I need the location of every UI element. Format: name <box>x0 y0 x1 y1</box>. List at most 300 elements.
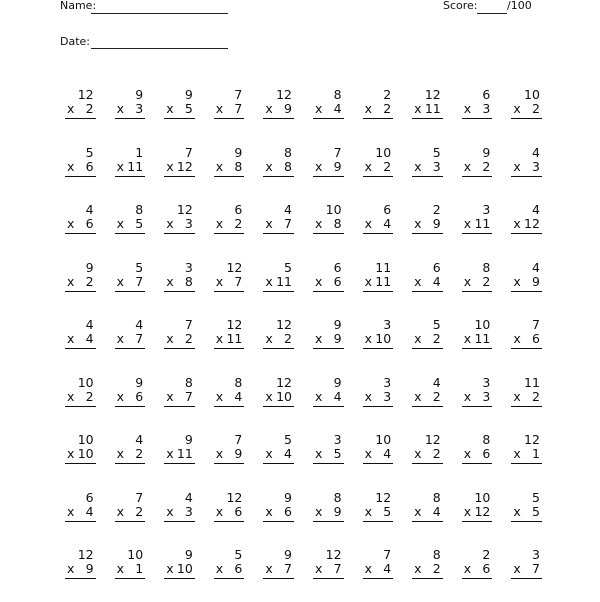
answer-line <box>511 176 542 177</box>
answer-line <box>65 291 96 292</box>
times-sign: x <box>513 446 521 461</box>
answer-line <box>313 406 344 407</box>
answer-line <box>214 578 245 579</box>
answer-line <box>115 406 146 407</box>
problem-row <box>52 84 548 142</box>
problem[interactable] <box>102 314 152 372</box>
multiplier: 4 <box>284 446 292 461</box>
multiplicand: 3 <box>383 374 392 390</box>
times-sign: x <box>364 503 372 519</box>
problem[interactable] <box>498 142 548 200</box>
times-sign: x <box>67 388 75 404</box>
times-sign: x <box>314 216 323 231</box>
multiplicand: 9 <box>85 259 94 275</box>
multiplier: 9 <box>284 101 292 116</box>
problem[interactable] <box>151 429 201 487</box>
multiplicand: 8 <box>234 374 243 390</box>
times-sign: x <box>463 503 472 519</box>
problem[interactable] <box>151 544 201 602</box>
multiplicand: 12 <box>226 489 243 505</box>
multiplier: 2 <box>85 388 94 404</box>
problem[interactable] <box>350 84 400 142</box>
problem[interactable] <box>449 142 499 200</box>
times-sign: x <box>314 101 323 116</box>
times-sign: x <box>265 158 273 174</box>
multiplier: 4 <box>383 561 392 576</box>
problem[interactable] <box>250 314 300 372</box>
problem[interactable] <box>52 372 102 430</box>
multiplicand: 7 <box>234 87 243 102</box>
problem[interactable] <box>52 487 102 545</box>
multiplier: 7 <box>135 331 144 346</box>
answer-line <box>214 118 245 119</box>
problem[interactable] <box>151 257 201 315</box>
multiplier: 6 <box>234 561 243 576</box>
problem[interactable] <box>250 372 300 430</box>
multiplier: 7 <box>184 388 193 404</box>
name-field[interactable] <box>91 13 228 14</box>
problem[interactable] <box>151 142 201 200</box>
problem[interactable] <box>350 487 400 545</box>
times-sign: x <box>265 503 273 519</box>
answer-line <box>115 291 146 292</box>
answer-line <box>263 233 294 234</box>
multiplicand: 8 <box>482 432 491 447</box>
problem[interactable] <box>449 257 499 315</box>
answer-line <box>263 176 294 177</box>
answer-line <box>462 176 493 177</box>
problem[interactable] <box>102 257 152 315</box>
problem[interactable] <box>350 372 400 430</box>
times-sign: x <box>314 331 323 346</box>
problem[interactable] <box>300 544 350 602</box>
problem[interactable] <box>399 372 449 430</box>
multiplier: 9 <box>333 331 342 346</box>
multiplicand: 10 <box>375 144 392 160</box>
answer-line <box>115 521 146 522</box>
answer-line <box>263 291 294 292</box>
problem[interactable] <box>52 142 102 200</box>
problem[interactable] <box>300 199 350 257</box>
answer-line <box>363 463 394 464</box>
answer-line <box>214 463 245 464</box>
times-sign: x <box>364 446 372 461</box>
times-sign: x <box>513 561 521 576</box>
times-sign: x <box>166 158 174 174</box>
multiplicand: 6 <box>333 259 342 275</box>
times-sign: x <box>215 101 224 116</box>
multiplicand: 12 <box>176 202 193 217</box>
answer-line <box>65 578 96 579</box>
times-sign: x <box>314 503 323 519</box>
problem[interactable] <box>102 487 152 545</box>
problem[interactable] <box>52 257 102 315</box>
multiplicand: 4 <box>85 202 94 217</box>
problem-row <box>52 429 548 487</box>
answer-line <box>214 233 245 234</box>
answer-line <box>115 348 146 349</box>
problem[interactable] <box>449 372 499 430</box>
multiplicand: 6 <box>85 489 94 505</box>
problem[interactable] <box>300 314 350 372</box>
times-sign: x <box>513 388 521 404</box>
multiplier: 2 <box>85 273 94 289</box>
multiplier: 12 <box>524 216 540 231</box>
multiplier: 3 <box>531 158 540 174</box>
times-sign: x <box>265 561 273 576</box>
answer-line <box>65 463 96 464</box>
multiplier: 11 <box>176 446 193 461</box>
multiplicand: 10 <box>474 489 491 505</box>
times-sign: x <box>463 216 472 231</box>
problem[interactable] <box>498 314 548 372</box>
multiplier: 2 <box>531 101 540 116</box>
times-sign: x <box>463 331 472 346</box>
answer-line <box>412 463 443 464</box>
answer-line <box>511 406 542 407</box>
score-label: Score: <box>443 0 478 12</box>
problem[interactable] <box>52 429 102 487</box>
multiplicand: 12 <box>276 374 292 390</box>
problem[interactable] <box>498 487 548 545</box>
answer-line <box>462 118 493 119</box>
answer-line <box>511 578 542 579</box>
times-sign: x <box>314 273 323 289</box>
problem[interactable] <box>151 84 201 142</box>
answer-line <box>363 118 394 119</box>
problem[interactable] <box>151 372 201 430</box>
times-sign: x <box>314 446 323 461</box>
times-sign: x <box>414 101 422 116</box>
multiplicand: 10 <box>77 374 94 390</box>
multiplicand: 4 <box>531 144 540 160</box>
problem[interactable] <box>300 372 350 430</box>
score-field[interactable] <box>477 13 507 14</box>
times-sign: x <box>513 101 521 116</box>
problem[interactable] <box>52 84 102 142</box>
multiplier: 2 <box>383 158 392 174</box>
problem[interactable] <box>201 314 251 372</box>
multiplicand: 9 <box>135 87 144 102</box>
times-sign: x <box>513 331 521 346</box>
times-sign: x <box>265 388 273 404</box>
problem[interactable] <box>449 314 499 372</box>
problem[interactable] <box>201 199 251 257</box>
multiplicand: 5 <box>234 547 243 562</box>
times-sign: x <box>513 216 521 231</box>
problem[interactable] <box>250 142 300 200</box>
multiplier: 7 <box>284 561 292 576</box>
problem[interactable] <box>201 544 251 602</box>
multiplicand: 3 <box>531 547 540 562</box>
times-sign: x <box>116 216 124 231</box>
multiplicand: 7 <box>383 547 392 562</box>
times-sign: x <box>215 388 224 404</box>
multiplicand: 8 <box>432 489 441 505</box>
times-sign: x <box>414 503 422 519</box>
problem-row <box>52 257 548 315</box>
problem[interactable] <box>250 544 300 602</box>
multiplicand: 4 <box>531 202 540 217</box>
multiplier: 4 <box>234 388 243 404</box>
multiplier: 5 <box>383 503 392 519</box>
times-sign: x <box>67 503 75 519</box>
problem[interactable] <box>399 544 449 602</box>
multiplicand: 4 <box>135 432 144 447</box>
times-sign: x <box>463 388 472 404</box>
times-sign: x <box>463 561 472 576</box>
problem[interactable] <box>201 142 251 200</box>
multiplicand: 4 <box>135 317 144 332</box>
multiplicand: 5 <box>284 259 292 275</box>
multiplier: 7 <box>284 216 292 231</box>
answer-line <box>263 521 294 522</box>
times-sign: x <box>116 388 124 404</box>
multiplier: 7 <box>234 273 243 289</box>
times-sign: x <box>116 273 124 289</box>
multiplicand: 9 <box>333 317 342 332</box>
times-sign: x <box>116 158 124 174</box>
problem[interactable] <box>201 84 251 142</box>
answer-line <box>115 578 146 579</box>
times-sign: x <box>67 331 75 346</box>
times-sign: x <box>67 273 75 289</box>
answer-line <box>511 291 542 292</box>
multiplicand: 2 <box>432 202 441 217</box>
problem[interactable] <box>102 429 152 487</box>
problem[interactable] <box>52 314 102 372</box>
multiplier: 6 <box>135 388 144 404</box>
problem[interactable] <box>399 314 449 372</box>
times-sign: x <box>166 388 174 404</box>
problem[interactable] <box>151 199 201 257</box>
answer-line <box>313 578 344 579</box>
answer-line <box>65 348 96 349</box>
answer-line <box>363 521 394 522</box>
times-sign: x <box>364 158 372 174</box>
multiplier: 9 <box>432 216 441 231</box>
times-sign: x <box>463 273 472 289</box>
answer-line <box>115 118 146 119</box>
multiplier: 5 <box>333 446 342 461</box>
answer-line <box>511 463 542 464</box>
problem[interactable] <box>300 487 350 545</box>
problem[interactable] <box>498 372 548 430</box>
times-sign: x <box>215 503 224 519</box>
times-sign: x <box>265 446 273 461</box>
problem[interactable] <box>449 429 499 487</box>
problem[interactable] <box>399 84 449 142</box>
problem[interactable] <box>498 429 548 487</box>
answer-line <box>511 348 542 349</box>
answer-line <box>164 233 195 234</box>
answer-line <box>214 291 245 292</box>
answer-line <box>164 521 195 522</box>
problem[interactable] <box>201 372 251 430</box>
answer-line <box>313 233 344 234</box>
answer-line <box>412 176 443 177</box>
problem[interactable] <box>300 84 350 142</box>
problem[interactable] <box>350 314 400 372</box>
times-sign: x <box>463 101 472 116</box>
problem[interactable] <box>102 372 152 430</box>
problem[interactable] <box>300 142 350 200</box>
problem-row <box>52 314 548 372</box>
problem[interactable] <box>498 199 548 257</box>
problem-row <box>52 199 548 257</box>
answer-line <box>313 521 344 522</box>
multiplier: 11 <box>474 331 491 346</box>
problem[interactable] <box>350 429 400 487</box>
multiplicand: 11 <box>524 374 540 390</box>
multiplicand: 4 <box>184 489 193 505</box>
multiplier: 4 <box>432 503 441 519</box>
problem[interactable] <box>498 257 548 315</box>
times-sign: x <box>364 331 372 346</box>
problem[interactable] <box>350 544 400 602</box>
answer-line <box>363 176 394 177</box>
problem[interactable] <box>300 257 350 315</box>
problem[interactable] <box>250 84 300 142</box>
answer-line <box>115 176 146 177</box>
multiplier: 2 <box>432 331 441 346</box>
multiplier: 6 <box>85 216 94 231</box>
multiplicand: 12 <box>524 432 540 447</box>
multiplier: 3 <box>383 388 392 404</box>
problem[interactable] <box>449 84 499 142</box>
problem[interactable] <box>201 429 251 487</box>
multiplier: 4 <box>85 331 94 346</box>
multiplicand: 12 <box>375 489 392 505</box>
multiplicand: 9 <box>184 87 193 102</box>
problem[interactable] <box>250 257 300 315</box>
multiplier: 12 <box>474 503 491 519</box>
multiplicand: 6 <box>482 87 491 102</box>
answer-line <box>511 118 542 119</box>
multiplicand: 7 <box>531 317 540 332</box>
problem[interactable] <box>498 84 548 142</box>
multiplier: 2 <box>432 388 441 404</box>
multiplier: 6 <box>85 158 94 174</box>
problem[interactable] <box>300 429 350 487</box>
multiplicand: 8 <box>284 144 292 160</box>
times-sign: x <box>67 561 75 576</box>
multiplicand: 8 <box>432 547 441 562</box>
date-field[interactable] <box>91 48 228 49</box>
times-sign: x <box>215 216 224 231</box>
answer-line <box>214 348 245 349</box>
multiplicand: 12 <box>424 432 441 447</box>
problem[interactable] <box>102 544 152 602</box>
multiplicand: 9 <box>482 144 491 160</box>
multiplicand: 12 <box>424 87 441 102</box>
answer-line <box>65 233 96 234</box>
problem[interactable] <box>350 142 400 200</box>
multiplier: 12 <box>176 158 193 174</box>
answer-line <box>263 348 294 349</box>
answer-line <box>511 233 542 234</box>
multiplier: 2 <box>432 561 441 576</box>
multiplier: 5 <box>135 216 144 231</box>
multiplier: 10 <box>77 446 94 461</box>
problem[interactable] <box>449 544 499 602</box>
answer-line <box>363 348 394 349</box>
times-sign: x <box>463 158 472 174</box>
times-sign: x <box>513 503 521 519</box>
multiplier: 3 <box>184 503 193 519</box>
multiplier: 2 <box>234 216 243 231</box>
multiplicand: 7 <box>333 144 342 160</box>
problem[interactable] <box>399 487 449 545</box>
date-label: Date: <box>60 35 90 48</box>
times-sign: x <box>166 273 174 289</box>
times-sign: x <box>116 446 124 461</box>
problem[interactable] <box>52 199 102 257</box>
multiplier: 3 <box>432 158 441 174</box>
problem[interactable] <box>102 84 152 142</box>
multiplicand: 3 <box>184 259 193 275</box>
problem[interactable] <box>399 142 449 200</box>
times-sign: x <box>116 503 124 519</box>
answer-line <box>363 233 394 234</box>
problem[interactable] <box>250 429 300 487</box>
multiplier: 2 <box>184 331 193 346</box>
problem[interactable] <box>350 257 400 315</box>
multiplier: 4 <box>333 101 342 116</box>
multiplier: 11 <box>127 158 144 174</box>
answer-line <box>164 176 195 177</box>
problem[interactable] <box>399 257 449 315</box>
problem[interactable] <box>151 314 201 372</box>
problem[interactable] <box>250 487 300 545</box>
multiplier: 10 <box>276 388 292 404</box>
problem[interactable] <box>102 142 152 200</box>
multiplicand: 8 <box>135 202 144 217</box>
problem[interactable] <box>449 487 499 545</box>
multiplicand: 2 <box>482 547 491 562</box>
multiplier: 5 <box>531 503 540 519</box>
times-sign: x <box>513 158 521 174</box>
multiplicand: 8 <box>482 259 491 275</box>
problem[interactable] <box>449 199 499 257</box>
problem[interactable] <box>399 429 449 487</box>
problem[interactable] <box>102 199 152 257</box>
multiplier: 6 <box>284 503 292 519</box>
times-sign: x <box>265 273 273 289</box>
multiplicand: 12 <box>276 317 292 332</box>
times-sign: x <box>414 561 422 576</box>
problem[interactable] <box>52 544 102 602</box>
multiplier: 9 <box>234 446 243 461</box>
multiplier: 1 <box>135 561 144 576</box>
problem[interactable] <box>201 257 251 315</box>
answer-line <box>462 291 493 292</box>
problem[interactable] <box>498 544 548 602</box>
answer-line <box>363 291 394 292</box>
answer-line <box>263 118 294 119</box>
multiplicand: 9 <box>234 144 243 160</box>
times-sign: x <box>314 561 323 576</box>
problem-row <box>52 372 548 430</box>
problem[interactable] <box>350 199 400 257</box>
problem[interactable] <box>250 199 300 257</box>
multiplicand: 7 <box>234 432 243 447</box>
problem[interactable] <box>151 487 201 545</box>
answer-line <box>412 348 443 349</box>
problem[interactable] <box>399 199 449 257</box>
problem[interactable] <box>201 487 251 545</box>
multiplier: 2 <box>135 446 144 461</box>
